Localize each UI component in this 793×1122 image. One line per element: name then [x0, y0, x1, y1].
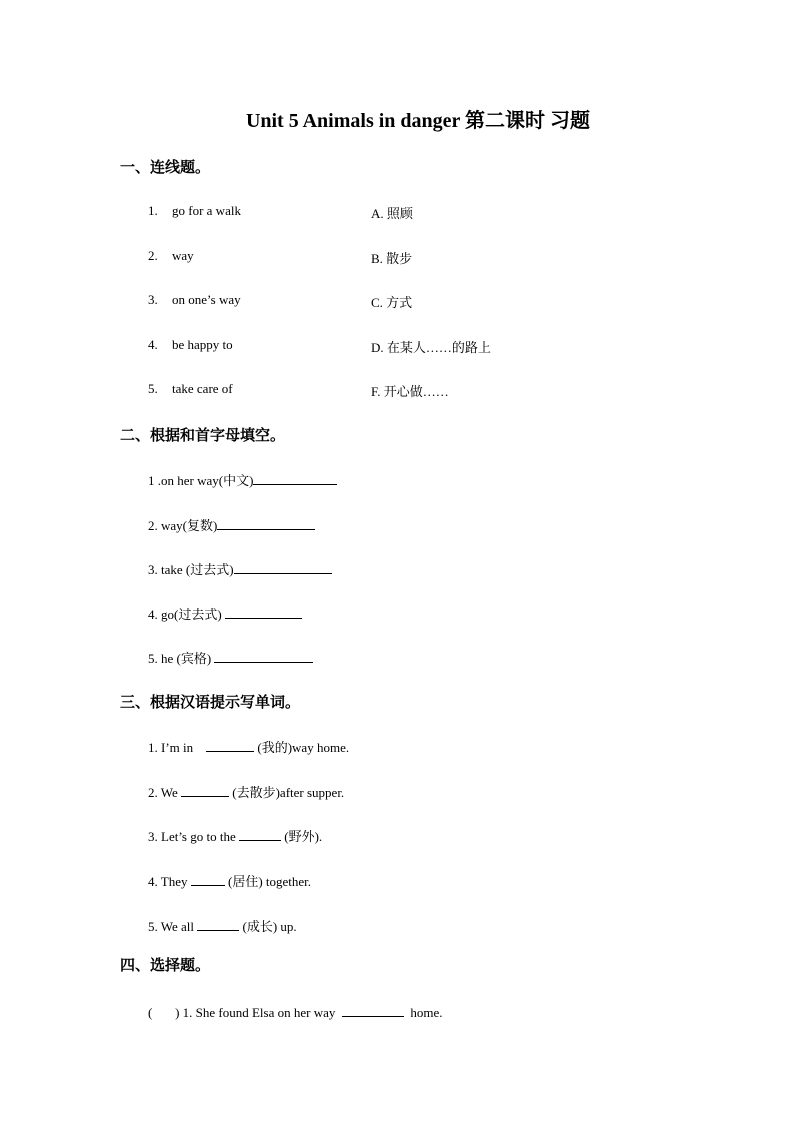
english-phrase: way — [172, 248, 194, 263]
english-phrase: be happy to — [172, 337, 233, 352]
fill-item-prefix: 3. Let’s go to the — [148, 829, 239, 844]
fill-item-prefix: 2. We — [148, 785, 182, 800]
answer-blank[interactable] — [181, 784, 229, 797]
choice-item-suffix: home. — [403, 1005, 443, 1020]
fill-item-text: 5. he (宾格) — [148, 651, 215, 666]
fill-item-suffix: (野外). — [281, 829, 323, 844]
section-4-heading: 四、选择题。 — [120, 958, 211, 974]
fill-item-text: 1 .on her way(中文) — [148, 473, 254, 488]
english-phrase: on one’s way — [172, 292, 241, 307]
english-phrase: go for a walk — [172, 203, 241, 218]
match-row — [148, 248, 648, 268]
fill-item-suffix: (去散步)after supper. — [229, 785, 345, 800]
answer-blank[interactable] — [234, 561, 332, 574]
answer-blank[interactable] — [253, 472, 337, 485]
fill-item — [148, 737, 349, 756]
fill-item — [148, 604, 302, 623]
answer-blank[interactable] — [206, 739, 254, 752]
fill-item-suffix: (居住) together. — [224, 874, 312, 889]
answer-blank[interactable] — [342, 1004, 404, 1017]
fill-item-text: 4. go(过去式) — [148, 607, 225, 622]
fill-item — [148, 916, 297, 935]
fill-item — [148, 470, 337, 489]
chinese-option: D. 在某人……的路上 — [371, 340, 491, 355]
match-row — [148, 292, 648, 312]
section-3-heading: 三、根据汉语提示写单词。 — [120, 695, 301, 711]
fill-item — [148, 559, 332, 578]
fill-item — [148, 871, 311, 890]
fill-item — [148, 515, 315, 534]
answer-blank[interactable] — [217, 517, 315, 530]
section-2-heading: 二、根据和首字母填空。 — [120, 428, 286, 444]
item-number: 4. — [148, 337, 158, 352]
english-phrase: take care of — [172, 381, 233, 396]
answer-blank[interactable] — [214, 650, 313, 663]
answer-blank[interactable] — [197, 918, 239, 931]
page-title: Unit 5 Animals in danger 第二课时 习题 — [245, 110, 591, 132]
fill-item-prefix: 1. I’m in — [148, 740, 207, 755]
match-row — [148, 381, 648, 401]
item-number: 1. — [148, 203, 158, 218]
choice-item-prefix: ( ) 1. She found Elsa on her way — [148, 1005, 342, 1020]
chinese-option: B. 散步 — [371, 251, 413, 266]
match-row — [148, 203, 648, 223]
choice-item — [148, 1004, 443, 1021]
chinese-option: A. 照顾 — [371, 206, 413, 221]
answer-blank[interactable] — [225, 606, 302, 619]
fill-item-suffix: (成长) up. — [239, 919, 297, 934]
item-number: 3. — [148, 292, 158, 307]
section-1-heading: 一、连线题。 — [120, 160, 211, 176]
fill-item-text: 2. way(复数) — [148, 518, 218, 533]
fill-item — [148, 782, 344, 801]
fill-item — [148, 648, 313, 667]
fill-item — [148, 826, 322, 845]
answer-blank[interactable] — [239, 828, 281, 841]
fill-item-text: 3. take (过去式) — [148, 562, 234, 577]
fill-item-prefix: 4. They — [148, 874, 191, 889]
chinese-option: C. 方式 — [371, 295, 413, 310]
fill-item-prefix: 5. We all — [148, 919, 198, 934]
item-number: 5. — [148, 381, 158, 396]
chinese-option: F. 开心做…… — [371, 384, 449, 399]
match-row — [148, 337, 648, 357]
item-number: 2. — [148, 248, 158, 263]
fill-item-suffix: (我的)way home. — [254, 740, 350, 755]
answer-blank[interactable] — [191, 873, 225, 886]
